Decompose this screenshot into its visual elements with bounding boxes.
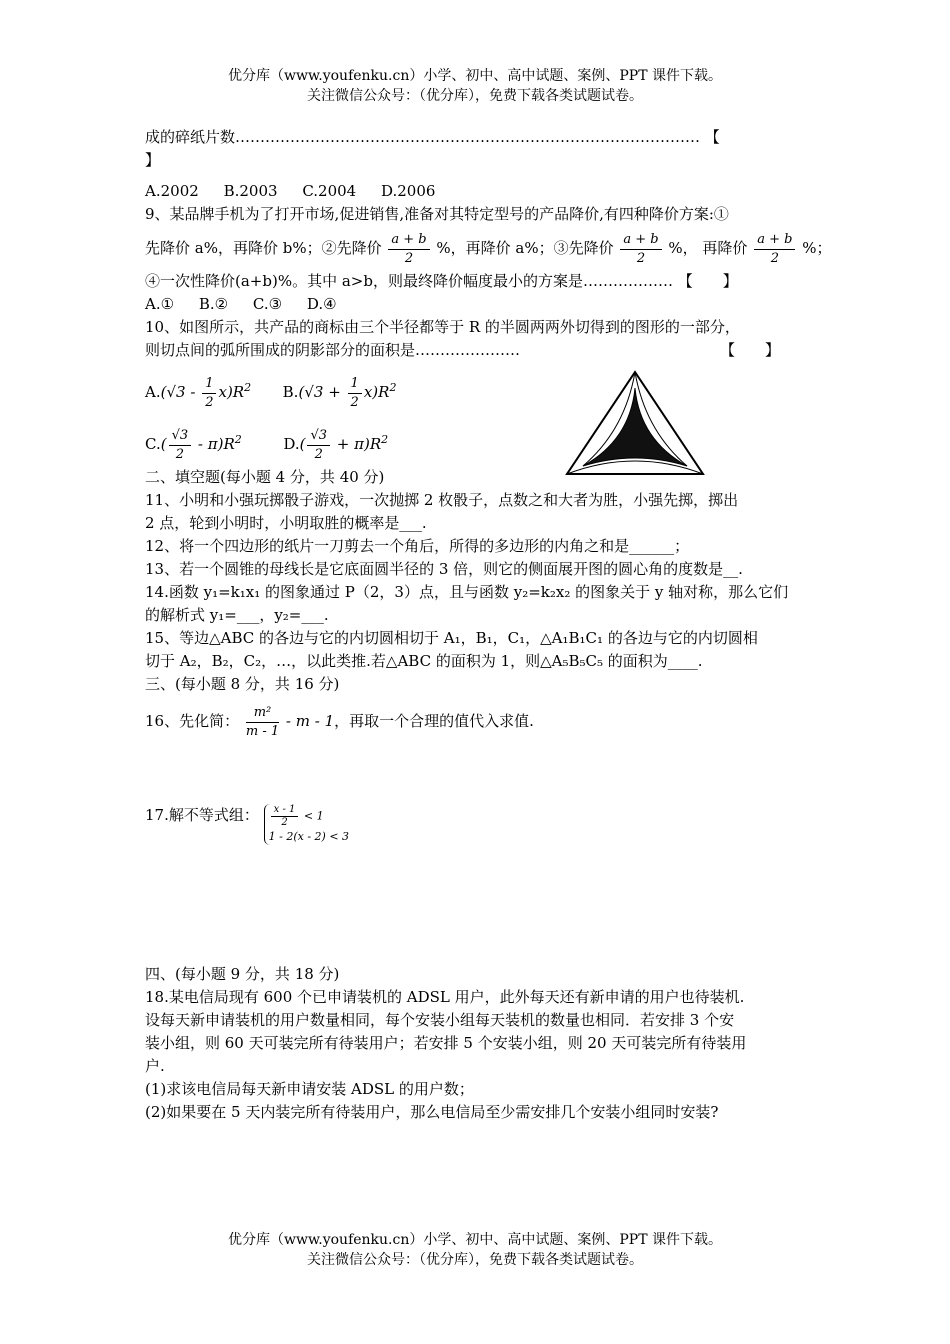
- q16-label: 16、先化简：: [145, 712, 240, 730]
- q8-tail: 成的碎纸片数………………………………………………………………………………… 【: [145, 128, 720, 146]
- var-x: x: [218, 383, 227, 401]
- trademark-figure: [565, 370, 705, 478]
- var-r: R: [232, 383, 245, 401]
- exam-body: [145, 126, 832, 1124]
- q14-line-1: 14.函数 y₁=k₁x₁ 的图象通过 P（2，3）点，且与函数 y₂=k₂x₂ 的图象关于 y 轴对称，那么它们: [145, 583, 789, 601]
- q18-line-4: 户.: [145, 1057, 165, 1075]
- q17-fraction: [271, 804, 299, 829]
- q10-bracket: 【 】: [720, 341, 781, 359]
- q18-part-2: (2)如果要在 5 天内装完所有待装用户，那么电信局至少需安排几个安装小组同时安装?: [145, 1103, 719, 1121]
- q18-part-1: (1)求该电信局每天新申请安装 ADSL 的用户数；: [145, 1080, 474, 1098]
- q9-line-2: [145, 226, 832, 270]
- half-fraction: [202, 375, 216, 412]
- q12: 12、将一个四边形的纸片一刀剪去一个角后，所得的多边形的内角之和是______；: [145, 537, 690, 555]
- q9-options: [145, 293, 810, 316]
- q10-line-1: 10、如图所示，共产品的商标由三个半径都等于 R 的半圆两两外切得到的图形的一部分，: [145, 318, 740, 336]
- frac-num: a + b: [620, 231, 661, 250]
- q18-line-3: 装小组，则 60 天可装完所有待装用户；若安排 5 个安装小组，则 20 天可装完所有待装用: [145, 1034, 747, 1052]
- frac-den: 2: [770, 250, 779, 266]
- q9-line-3: ④一次性降价(a+b)%。其中 a>b，则最终降价幅度最小的方案是……………… 【 】: [145, 272, 738, 290]
- frac-num: 1: [202, 375, 216, 394]
- frac-den: 2: [205, 394, 214, 410]
- frac-num: a + b: [388, 231, 429, 250]
- q8-option-c: C.2004: [302, 182, 357, 200]
- q9-line-1: 9、某品牌手机为了打开市场,促进销售,准备对其特定型号的产品降价,有四种降价方案:①: [145, 205, 729, 223]
- frac-den: 2: [314, 446, 323, 462]
- frac-num: √3: [307, 427, 330, 446]
- frac-den: 2: [281, 817, 288, 828]
- exponent: 2: [381, 433, 389, 446]
- q17-inequality-2: 1 - 2(x - 2) < 3: [268, 830, 350, 843]
- header-line-1: 优分库（www.youfenku.cn）小学、初中、高中试题、案例、PPT 课件下载。: [227, 68, 722, 84]
- frac-num: 1: [348, 375, 362, 394]
- q11-line-2: 2 点，轮到小明时，小明取胜的概率是___.: [145, 514, 427, 532]
- q10-options-ab: [145, 362, 810, 414]
- sqrt3-half-fraction: [169, 427, 192, 464]
- sqrt-3: √3: [166, 383, 186, 401]
- q15-line-2: 切于 A₂，B₂，C₂，…，以此类推.若△ABC 的面积为 1，则△A₅B₅C₅ 的面积为____.: [145, 652, 703, 670]
- q9-text-a: 先降价 a%，再降价 b%；②先降价: [145, 239, 382, 257]
- q8-bracket-close: 】: [145, 151, 161, 169]
- q9-option-d: D.④: [306, 295, 337, 313]
- q10-option-b: B.(√3 + $\frac{1}{2}$ $x)R^2$: [282, 375, 397, 410]
- q9-fraction-3: [754, 231, 795, 268]
- var-r: R: [223, 435, 235, 453]
- q16-expression: - m - 1: [285, 712, 335, 730]
- q8-option-a: A.2002: [145, 182, 199, 200]
- header-line-2: 关注微信公众号：（优分库），免费下载各类试题试卷。: [307, 88, 643, 104]
- q16-fraction: [246, 704, 279, 741]
- frac-den: 2: [175, 446, 184, 462]
- option-label: C.: [145, 435, 161, 453]
- q10-option-c: C.( $\frac{√3}{2}$ - $\pi)R^2$: [145, 427, 242, 462]
- q13: 13、若一个圆锥的母线长是它底面圆半径的 3 倍，则它的侧面展开图的圆心角的度数是__.: [145, 560, 743, 578]
- footer-line-1: 优分库（www.youfenku.cn）小学、初中、高中试题、案例、PPT 课件下载。: [227, 1232, 722, 1248]
- q9-fraction-2: [620, 231, 661, 268]
- q17-label: 17.解不等式组：: [145, 806, 259, 824]
- q10-option-d: D.( $\frac{√3}{2}$ + $\pi)R^2$: [283, 427, 389, 462]
- q17: [145, 804, 810, 845]
- q9-option-b: B.②: [198, 295, 229, 313]
- q16-instruction: ，再取一个合理的值代入求值.: [334, 712, 534, 730]
- sqrt3-half-fraction: [307, 427, 330, 464]
- option-label: B.: [282, 383, 299, 401]
- q18-line-1: 18.某电信局现有 600 个已申请装机的 ADSL 用户，此外每天还有新申请的用户也待装机.: [145, 988, 745, 1006]
- q16: [145, 696, 810, 746]
- exponent: 2: [234, 433, 242, 446]
- frac-num: a + b: [754, 231, 795, 250]
- section-4-title: 四、(每小题 9 分，共 18 分): [145, 965, 340, 983]
- frac-num: m²: [246, 704, 279, 723]
- var-r: R: [369, 435, 382, 453]
- frac-num: √3: [169, 427, 192, 446]
- exponent: 2: [389, 381, 397, 394]
- var-r: R: [378, 383, 390, 401]
- q14-line-2: 的解析式 y₁=___，y₂=___.: [145, 606, 329, 624]
- q9-text-b: %，再降价 a%；③先降价: [436, 239, 614, 257]
- sqrt-3: √3: [304, 383, 324, 401]
- q8-option-b: B.2003: [223, 182, 278, 200]
- q8-options: [145, 180, 810, 203]
- q8-option-d: D.2006: [380, 182, 436, 200]
- q17-rhs-1: < 1: [303, 809, 324, 823]
- frac-num: x - 1: [271, 804, 299, 817]
- q17-system: [264, 804, 349, 845]
- section-3-title: 三、(每小题 8 分，共 16 分): [145, 675, 340, 693]
- frac-den: 2: [350, 394, 359, 410]
- half-fraction: [348, 375, 362, 412]
- frac-den: 2: [404, 250, 414, 266]
- q9-text-d: %；: [802, 239, 832, 257]
- option-label: A.: [145, 383, 161, 401]
- q9-fraction-1: [388, 231, 429, 268]
- pi: π: [207, 435, 218, 453]
- option-label: D.: [283, 435, 300, 453]
- q9-text-c: %， 再降价: [668, 239, 748, 257]
- q15-line-1: 15、等边△ABC 的各边与它的内切圆相切于 A₁，B₁，C₁，△A₁B₁C₁ 的各边与它的内切圆相: [145, 629, 758, 647]
- q9-option-c: C.③: [252, 295, 283, 313]
- footer-line-2: 关注微信公众号：（优分库），免费下载各类试题试卷。: [307, 1252, 643, 1268]
- page-footer: [0, 1230, 950, 1270]
- frac-den: m - 1: [245, 723, 280, 739]
- q9-option-a: A.①: [145, 295, 175, 313]
- pi: π: [354, 435, 364, 453]
- frac-den: 2: [636, 250, 646, 266]
- q10-option-a: A.(√3 - $\frac{1}{2}$ $x)R^2$: [145, 375, 252, 410]
- var-x: x: [363, 383, 373, 401]
- q10-line-2-text: 则切点间的弧所围成的阴影部分的面积是…………………: [145, 341, 521, 359]
- section-2-title: 二、填空题(每小题 4 分，共 40 分): [145, 468, 385, 486]
- q10-options-cd: [145, 414, 810, 466]
- exponent: 2: [244, 381, 252, 394]
- q10-line-2: [145, 339, 810, 362]
- q11-line-1: 11、小明和小强玩掷骰子游戏，一次抛掷 2 枚骰子，点数之和大者为胜，小强先掷，掷出: [145, 491, 739, 509]
- page-header: [0, 66, 950, 106]
- q18-line-2: 设每天新申请装机的用户数量相同，每个安装小组每天装机的数量也相同．若安排 3 个安: [145, 1011, 735, 1029]
